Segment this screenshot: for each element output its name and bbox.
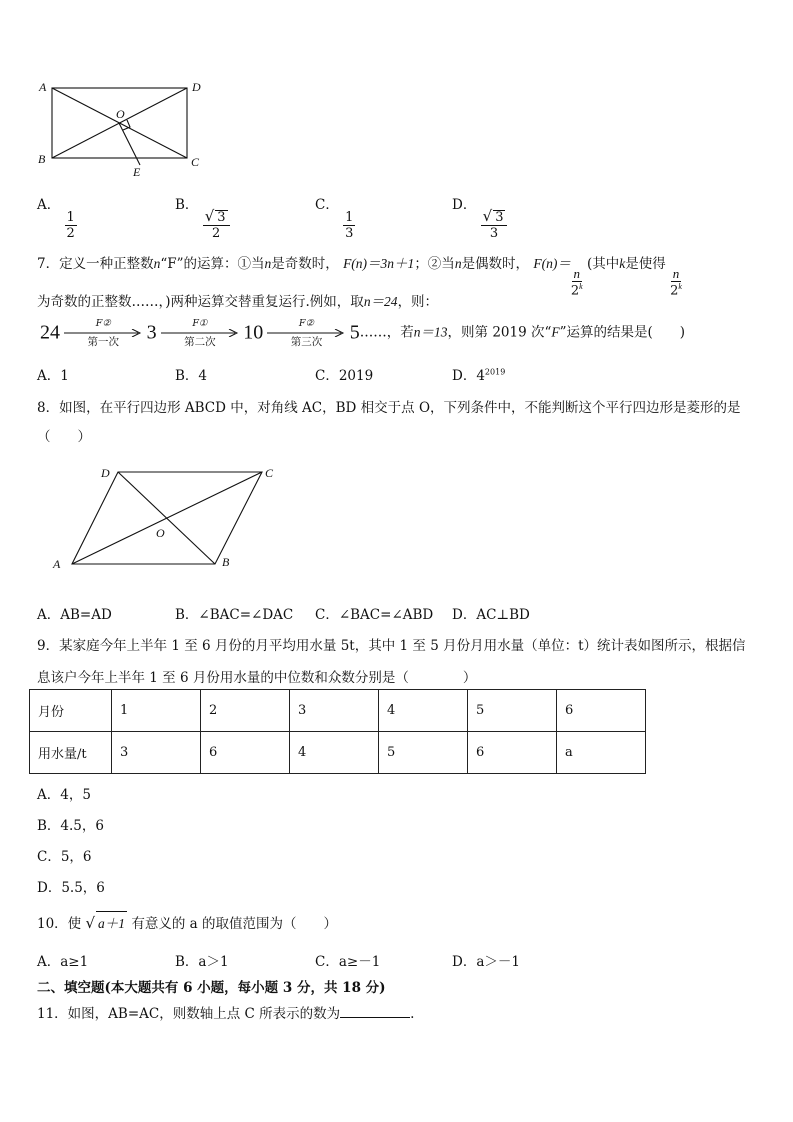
q9-option-b: B．4.5，6 <box>37 818 104 834</box>
q8-option-b: B．∠BAC=∠DAC <box>175 607 294 623</box>
q7-option-c: C．2019 <box>315 368 374 384</box>
q9-text-line1: 9．某家庭今年上半年 1 至 6 月份的月平均用水量 5t，其中 1 至 5 月份月用水量（单位：t）统计表如图所示，根据信 <box>37 638 746 654</box>
table-cell: 6 <box>201 732 290 774</box>
q8-option-c: C．∠BAC=∠ABD <box>315 607 434 623</box>
label-O: O <box>156 526 165 540</box>
q9-text-line2: 息该户今年上半年 1 至 6 月份用水量的中位数和众数分别是（ ） <box>37 670 477 686</box>
q6-option-b: B． $\frac{√ 3}{2}$ <box>175 193 230 240</box>
label-D: D <box>101 466 110 480</box>
q9-option-a: A．4，5 <box>37 787 91 803</box>
label-A: A <box>39 80 47 94</box>
q9-option-c: C．5，6 <box>37 849 92 865</box>
q8-option-d: D．AC⊥BD <box>452 607 530 623</box>
table-cell: 月份 <box>30 690 112 732</box>
parallelogram-figure <box>48 462 280 574</box>
table-cell: 5 <box>379 732 468 774</box>
label-B: B <box>38 152 46 166</box>
rectangle-figure <box>36 78 216 180</box>
q10-option-b: B．a＞1 <box>175 954 229 970</box>
q10-text: 10．使 √ a＋1 有意义的 a 的取值范围为（ ） <box>37 911 337 932</box>
label-A: A <box>53 557 61 571</box>
section-title: 二、填空题(本大题共有 6 小题，每小题 3 分，共 18 分) <box>37 980 386 996</box>
q9-option-d: D．5.5，6 <box>37 880 105 896</box>
label-D: D <box>192 80 201 94</box>
water-usage-table <box>29 689 646 774</box>
q8-text-line1: 8．如图，在平行四边形 ABCD 中，对角线 AC，BD 相交于点 O，下列条件中，不能判断这个平行四边形是菱形的是 <box>37 400 741 416</box>
q7-line2: 为奇数的正整数……，)两种运算交替重复运行.例如，取n＝24，则： <box>37 294 439 310</box>
q6-option-c: C． $\frac{1}{3}$ <box>315 197 354 241</box>
answer-blank[interactable] <box>340 1005 410 1018</box>
q8-option-a: A．AB=AD <box>37 607 112 623</box>
q7-line1: 7．定义一种正整数n“F”的运算：①当n是奇数时， F(n)＝3n＋1；②当n是偶数时， F(n)＝ $\frac{n}{2^k}$ (其中k是使得 $\frac{n}{2^k}$ <box>37 256 682 299</box>
q10-option-c: C．a≥－1 <box>315 954 381 970</box>
q6-option-a: A． $\frac{1}{2}$ <box>37 197 75 241</box>
label-B: B <box>222 555 230 569</box>
table-cell: 6 <box>468 732 557 774</box>
table-row <box>30 690 646 732</box>
table-cell: 1 <box>112 690 201 732</box>
table-cell: 4 <box>290 732 379 774</box>
label-O: O <box>116 107 125 121</box>
table-cell: 4 <box>379 690 468 732</box>
q7-option-d: D．$4^{2019}$ <box>452 367 506 384</box>
q6-option-d: D． $\frac{√ 3}{3}$ <box>452 193 507 240</box>
q10-option-a: A．a≥1 <box>37 954 89 970</box>
q10-option-d: D．a＞－1 <box>452 954 520 970</box>
q11-text: 11．如图，AB=AC，则数轴上点 C 所表示的数为 . <box>37 1006 415 1022</box>
table-cell: 3 <box>112 732 201 774</box>
label-C: C <box>191 155 200 169</box>
q7-option-a: A．1 <box>37 368 69 384</box>
label-E: E <box>133 165 141 179</box>
table-cell: 用水量/t <box>30 732 112 774</box>
table-cell: 3 <box>290 690 379 732</box>
table-cell: a <box>557 732 646 774</box>
table-cell: 5 <box>468 690 557 732</box>
q8-text-line2: （ ） <box>37 429 91 445</box>
q7-chain: 24 F② 第一次 3 F① 第二次 10 F② 第三次 5……，若n＝13，则第 2019 次“F”运算的结果是( ) <box>40 318 686 348</box>
label-C: C <box>265 466 274 480</box>
table-cell: 6 <box>557 690 646 732</box>
table-row <box>30 732 646 774</box>
table-cell: 2 <box>201 690 290 732</box>
q7-option-b: B．4 <box>175 368 208 384</box>
